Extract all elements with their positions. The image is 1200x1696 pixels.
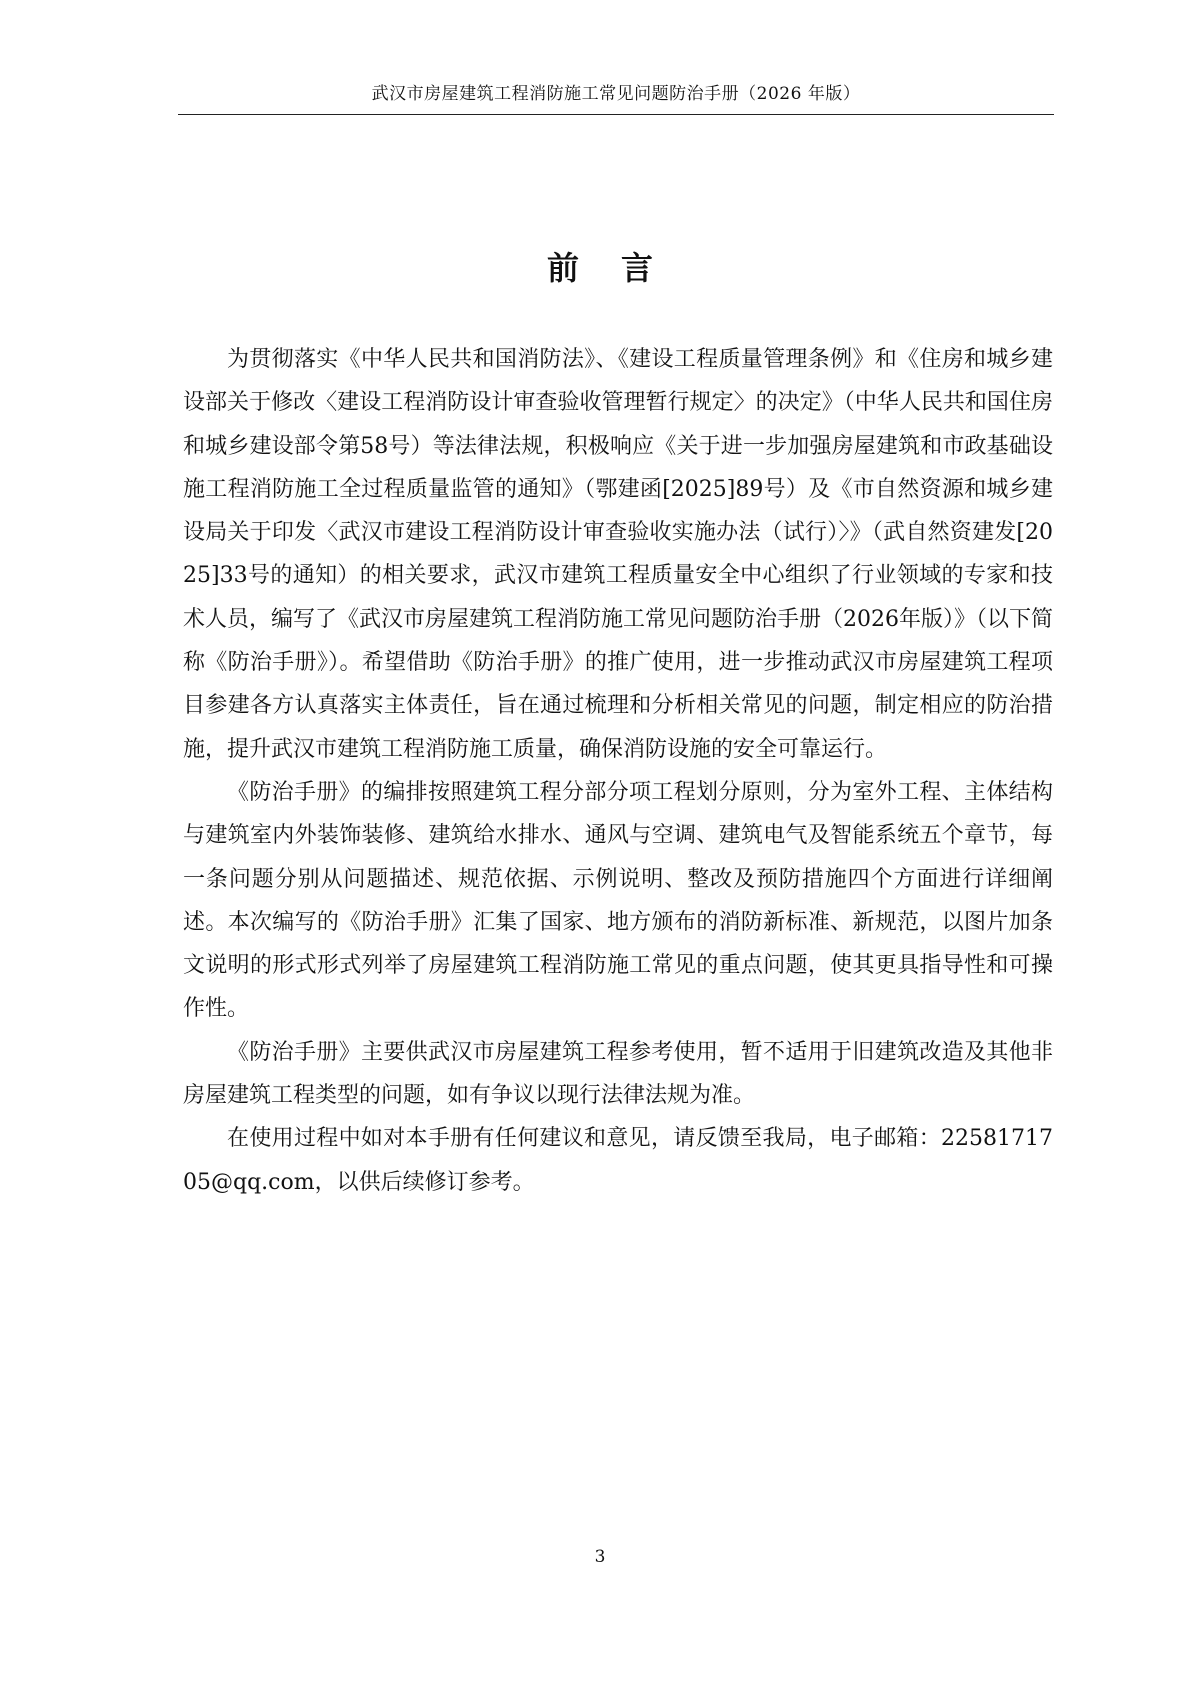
- running-header-title: 武汉市房屋建筑工程消防施工常见问题防治手册（2026 年版）: [371, 84, 861, 104]
- paragraph-1: 为贯彻落实《中华人民共和国消防法》、《建设工程质量管理条例》和《住房和城乡建设部关于修改〈建设工程消防设计审查验收管理暂行规定〉的决定》（中华人民共和国住房和城乡建设部令第58号）等法律法规，积极响应《关于进一步加强房屋建筑和市政基础设施工程消防施工全过程质量监管的通知》（鄂建函[2025]89号）及《市自然资源和城乡建设局关于印发〈武汉市建设工程消防设计审查验收实施办法（试行）〉》（武自然资建发[2025]33号的通知）的相关要求，武汉市建筑工程质量安全中心组织了行业领域的专家和技术人员，编写了《武汉市房屋建筑工程消防施工常见问题防治手册（2026年版）》（以下简称《防治手册》）。希望借助《防治手册》的推广使用，进一步推动武汉市房屋建筑工程项目参建各方认真落实主体责任，旨在通过梳理和分析相关常见的问题，制定相应的防治措施，提升武汉市建筑工程消防施工质量，确保消防设施的安全可靠运行。: [183, 347, 1053, 762]
- paragraph-2: 《防治手册》的编排按照建筑工程分部分项工程划分原则，分为室外工程、主体结构与建筑室内外装饰装修、建筑给水排水、通风与空调、建筑电气及智能系统五个章节，每一条问题分别从问题描述、规范依据、示例说明、整改及预防措施四个方面进行详细阐述。本次编写的《防治手册》汇集了国家、地方颁布的消防新标准、新规范，以图片加条文说明的形式形式列举了房屋建筑工程消防施工常见的重点问题，使其更具指导性和可操作性。: [183, 779, 1053, 1022]
- preface-body: [183, 338, 1053, 1204]
- page-number: 3: [594, 1547, 606, 1567]
- page-title-char-2: 言: [621, 249, 654, 287]
- page-title-char-1: 前: [546, 249, 579, 287]
- paragraph-3: 《防治手册》主要供武汉市房屋建筑工程参考使用，暂不适用于旧建筑改造及其他非房屋建筑工程类型的问题，如有争议以现行法律法规为准。: [183, 1039, 1053, 1109]
- page-title: [0, 246, 1200, 290]
- paragraph-4: 在使用过程中如对本手册有任何建议和意见，请反馈至我局，电子邮箱：2258171705@qq.com，以供后续修订参考。: [183, 1126, 1053, 1195]
- running-header: [178, 82, 1054, 115]
